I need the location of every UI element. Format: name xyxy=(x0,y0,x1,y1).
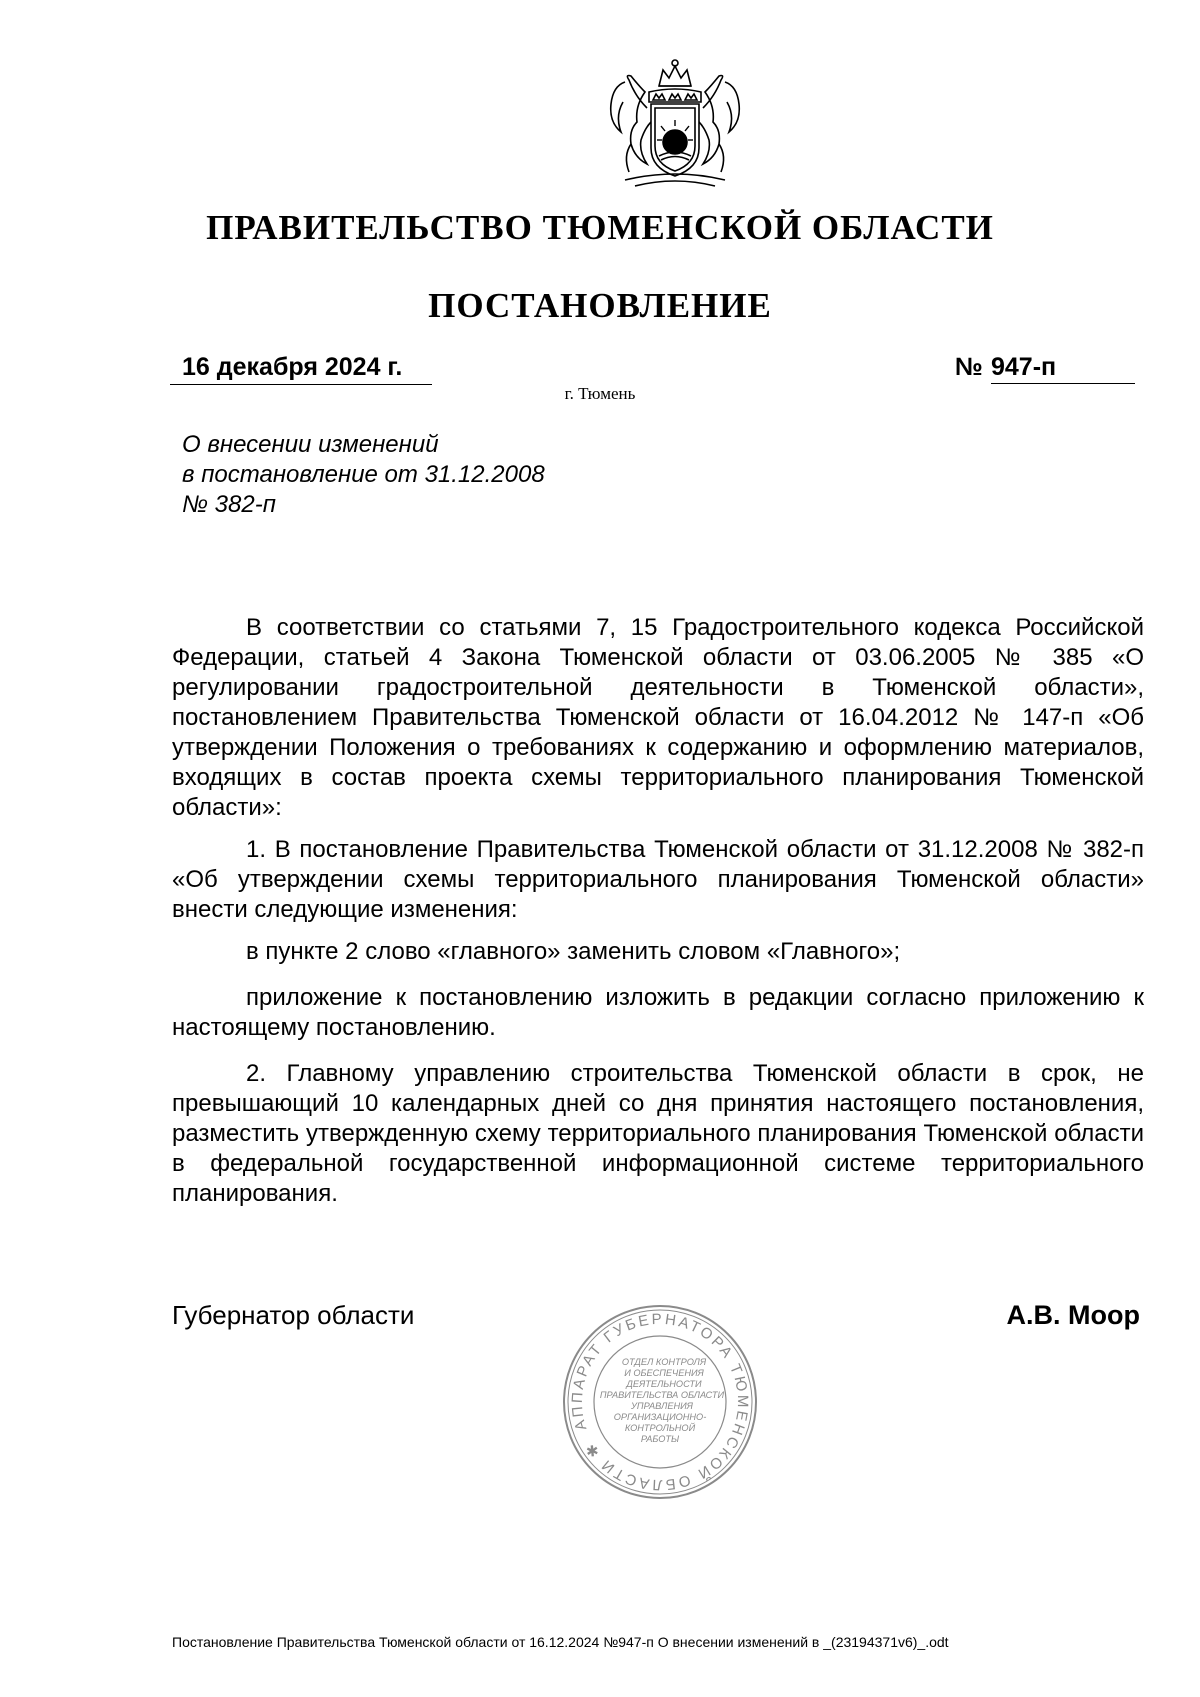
svg-text:АППАРАТ ГУБЕРНАТОРА ТЮМЕНСКОЙ: АППАРАТ ГУБЕРНАТОРА ТЮМЕНСКОЙ ОБЛАСТИ ✱ xyxy=(568,1310,752,1494)
organization-name: ПРАВИТЕЛЬСТВО ТЮМЕНСКОЙ ОБЛАСТИ xyxy=(206,208,994,247)
number-sign: № xyxy=(955,353,983,381)
svg-text:ОРГАНИЗАЦИОННО-: ОРГАНИЗАЦИОННО- xyxy=(613,1412,707,1422)
official-seal-stamp xyxy=(560,1302,760,1502)
svg-text:РАБОТЫ: РАБОТЫ xyxy=(640,1434,680,1444)
city-name: г. Тюмень xyxy=(564,384,636,403)
document-subject xyxy=(182,430,702,520)
body-paragraph-subitem: приложение к постановлению изложить в редакции согласно приложению к настоящему постановлению. xyxy=(172,984,1144,1041)
tyumen-coat-of-arms-icon xyxy=(595,56,755,196)
svg-text:ОТДЕЛ КОНТРОЛЯ: ОТДЕЛ КОНТРОЛЯ xyxy=(621,1357,707,1367)
svg-text:УПРАВЛЕНИЯ: УПРАВЛЕНИЯ xyxy=(631,1401,693,1411)
body-paragraph-preamble: В соответствии со статьями 7, 15 Градостроительного кодекса Российской Федерации, статьей 4 Закона Тюменской области от 03.06.2005 № 385 «О регулировании градостроительной деятельности в Тюменской области», постановлением Правительства Тюменской области от 16.04.2012 № 147-п «Об утверждении Положения о требованиях к содержанию и оформлению материалов, входящих в состав проекта схемы территориального планирования Тюменской области»: xyxy=(172,614,1144,821)
svg-text:И ОБЕСПЕЧЕНИЯ: И ОБЕСПЕЧЕНИЯ xyxy=(624,1368,704,1378)
signatory-name: А.В. Моор xyxy=(1006,1300,1140,1330)
body-paragraph-subitem: в пункте 2 слово «главного» заменить словом «Главного»; xyxy=(246,938,901,965)
document-date: 16 декабря 2024 г. xyxy=(170,353,432,385)
document-type-title: ПОСТАНОВЛЕНИЕ xyxy=(428,286,772,325)
signatory-title: Губернатор области xyxy=(172,1300,415,1330)
svg-text:ДЕЯТЕЛЬНОСТИ: ДЕЯТЕЛЬНОСТИ xyxy=(626,1379,702,1389)
document-number: 947-п xyxy=(991,353,1135,384)
document-body xyxy=(172,613,1144,1209)
body-paragraph-item-1: 1. В постановление Правительства Тюменской области от 31.12.2008 № 382-п «Об утверждении схемы территориального планирования Тюменской области» внести следующие изменения: xyxy=(172,836,1144,923)
subject-line: в постановление от 31.12.2008 xyxy=(182,461,545,488)
document-number-field xyxy=(955,353,1137,385)
svg-text:КОНТРОЛЬНОЙ: КОНТРОЛЬНОЙ xyxy=(624,1423,696,1433)
subject-line: О внесении изменений xyxy=(182,431,439,458)
body-paragraph-item-2: 2. Главному управлению строительства Тюменской области в срок, не превышающий 10 календарных дней со дня принятия настоящего постановления, разместить утвержденную схему территориального планирования Тюменской области в федеральной государственной информационной системе территориального планирования. xyxy=(172,1060,1144,1207)
svg-text:ПРАВИТЕЛЬСТВА ОБЛАСТИ: ПРАВИТЕЛЬСТВА ОБЛАСТИ xyxy=(599,1390,725,1400)
subject-line: № 382-п xyxy=(182,491,276,518)
document-footer: Постановление Правительства Тюменской области от 16.12.2024 №947-п О внесении изменений в _(23194371v6)_.odt xyxy=(172,1634,949,1650)
